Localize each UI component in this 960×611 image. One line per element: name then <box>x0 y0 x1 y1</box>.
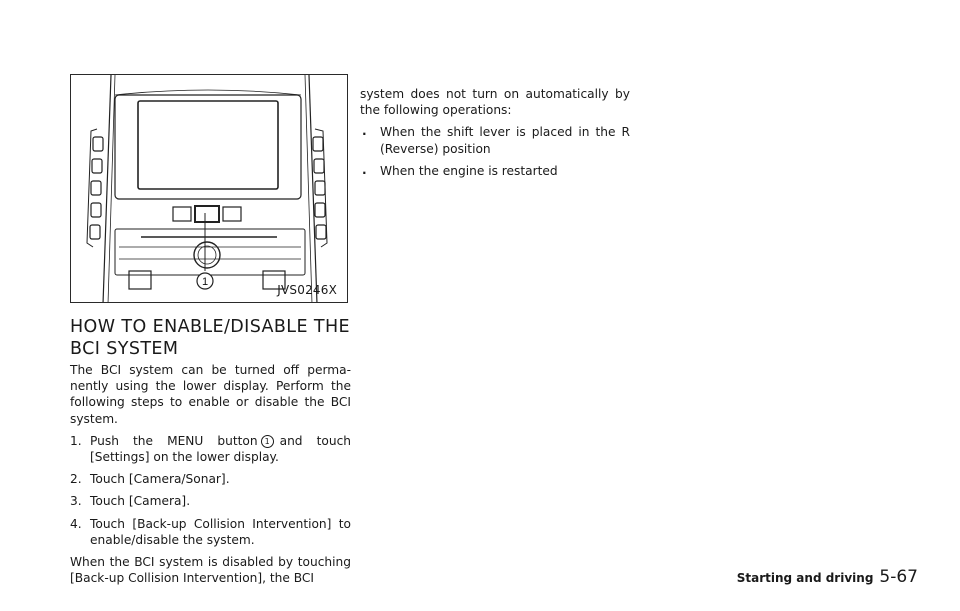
heading-line-1: HOW TO ENABLE/DISABLE THE <box>70 317 350 337</box>
step-3 <box>70 493 351 509</box>
menu-button-callout-icon: 1 <box>261 435 274 448</box>
bullet-text: When the shift lever is placed in the R (Reverse) position <box>380 125 630 156</box>
step-text: Touch [Camera/Sonar]. <box>90 472 230 487</box>
page-footer <box>737 567 918 587</box>
heading-line-2: BCI SYSTEM <box>70 339 179 359</box>
bullet-mark: . <box>362 124 367 139</box>
closing-paragraph-start: When the BCI system is disabled by touching [Back-up Collision Intervention], the BCI <box>70 555 351 586</box>
step-text: Touch [Camera]. <box>90 494 191 509</box>
bullet-mark: . <box>362 162 367 177</box>
step-number: 1. <box>70 433 82 448</box>
figure-code: JVS0246X <box>277 283 337 297</box>
bullet-text: When the engine is restarted <box>380 163 558 178</box>
step-text-after: and touch [Settings] on the lower display. <box>90 433 351 465</box>
step-number: 3. <box>70 494 82 509</box>
left-column <box>70 362 351 592</box>
center-console-drawing <box>71 75 348 303</box>
closing-paragraph-end: system does not turn on automatically by the following operations: <box>360 87 630 118</box>
dashboard-illustration <box>70 74 348 303</box>
step-1 <box>70 433 351 465</box>
step-text: Touch [Back-up Collision Intervention] to enable/disable the system. <box>90 516 351 547</box>
intro-paragraph: The BCI system can be turned off perma-nently using the lower display. Perform the following steps to enable or disable the BCI system. <box>70 363 351 426</box>
bullet-item <box>360 124 630 156</box>
footer-section-title: Starting and driving <box>736 571 874 585</box>
bullet-item <box>360 163 630 179</box>
step-number: 2. <box>70 472 82 487</box>
right-column <box>360 86 630 185</box>
step-4 <box>70 516 351 548</box>
callout-number: 1 <box>201 276 209 288</box>
step-2 <box>70 471 351 487</box>
step-text-before: Push the MENU button <box>90 433 258 448</box>
section-heading <box>70 316 370 360</box>
step-number: 4. <box>70 516 82 531</box>
page-number: 5-67 <box>879 567 918 587</box>
